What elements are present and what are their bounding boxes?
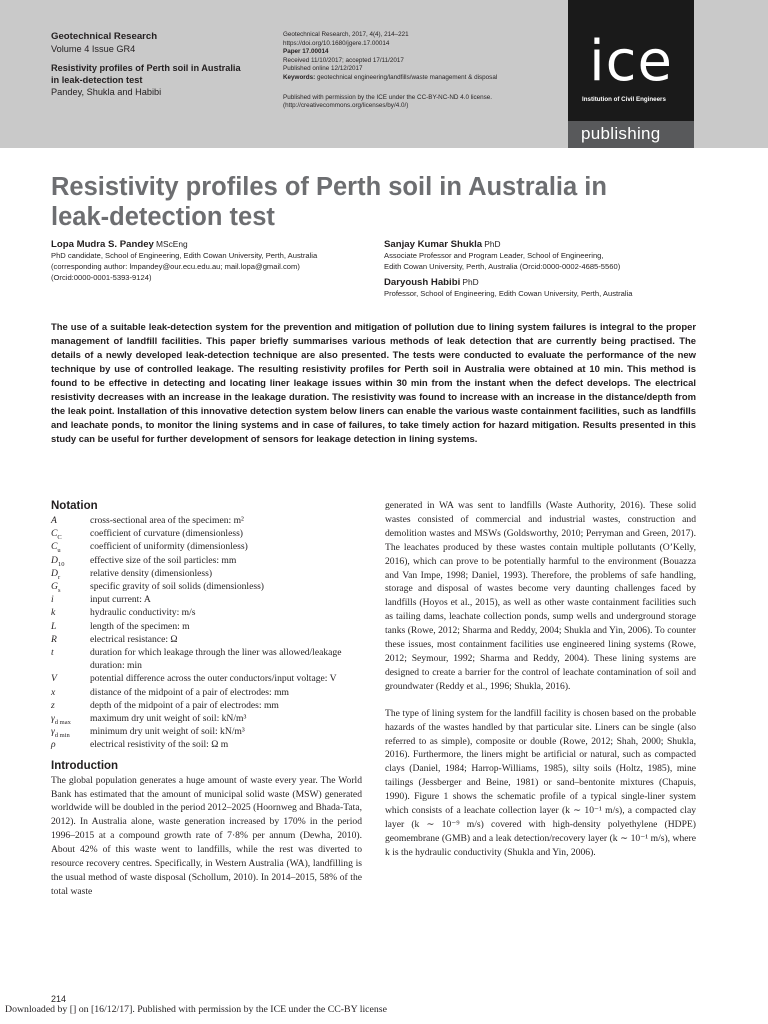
ice-logo-word: ice [589, 29, 673, 94]
notation-row [51, 672, 362, 685]
notation-symbol: $C_C$ [51, 528, 62, 542]
notation-row [51, 567, 362, 580]
author-block-habibi [384, 276, 714, 300]
author-affiliation: Professor, School of Engineering, Edith Cowan University, Perth, Australia [384, 289, 633, 298]
notation-definition: electrical resistance: Ω [90, 633, 178, 645]
right-column [385, 499, 696, 860]
short-authors: Pandey, Shukla and Habibi [51, 87, 162, 97]
notation-definition: effective size of the soil particles: mm [90, 554, 237, 566]
notation-row [51, 527, 362, 540]
author-block-pandey [51, 238, 361, 283]
notation-row [51, 738, 362, 751]
article-title-line-1: Resistivity profiles of Perth soil in Australia in [51, 173, 607, 201]
keywords-text: geotechnical engineering/landfills/waste management & disposal [316, 73, 498, 81]
keywords-label: Keywords: [283, 73, 316, 81]
notation-row [51, 712, 362, 725]
ice-logo-subtitle: Institution of Civil Engineers [582, 96, 666, 103]
notation-symbol: L [51, 620, 57, 632]
keywords [283, 74, 568, 83]
notation-definition: minimum dry unit weight of soil: kN/m³ [90, 726, 245, 738]
author-block-shukla [384, 238, 714, 273]
publication-details [283, 31, 568, 111]
notation-row [51, 580, 362, 593]
author-degree: MScEng [156, 239, 188, 249]
notation-definition: coefficient of uniformity (dimensionless) [90, 541, 248, 553]
body-paragraph: The type of lining system for the landfill facility is chosen based on the probable hazards of the wastes handled by that particular site. Liners can be single (also referred to as simple), composite or double (Rowe, 2012; Shah, 2000; Shukla, 2016). Furthermore, the liners might be artificial or natural, such as compacted clays (Daniel, 1984; Harrop-Williams, 1985), silty soils (Holtz, 1985), mine tailings (Jessberger and Beine, 1981) or sand–bentonite mixtures (Chapuis, 1990). Figure 1 shows the schematic profile of a typical single-liner system which consists of a leachate collection layer (k ∼ 10⁻¹ m/s), a compacted clay layer (k ∼ 10⁻⁹ m/s) covered with high-density polyethylene (HDPE) geomembrane (GMB) and a leak detection/recovery layer (k ∼ 10⁻¹ m/s), where k is the hydraulic conductivity (Shukla and Yin, 2006). [385, 707, 696, 858]
notation-definition: potential difference across the outer conductors/input voltage: V [90, 673, 337, 685]
author-orcid: Edith Cowan University, Perth, Australia (Orcid:0000-0002-4685-5560) [384, 261, 621, 271]
left-column [51, 499, 362, 899]
doi-link[interactable]: https://doi.org/10.1680/jgere.17.00014 [283, 39, 390, 47]
notation-definition: electrical resistivity of the soil: Ω m [90, 739, 229, 751]
notation-heading: Notation [51, 500, 98, 512]
notation-row [51, 593, 362, 606]
download-footer: Downloaded by [] on [16/12/17]. Published with permission by the ICE under the CC-BY license [5, 1004, 387, 1015]
notation-symbol: $C_u$ [51, 541, 61, 555]
notation-definition: cross-sectional area of the specimen: m² [90, 515, 244, 526]
author-affiliation: Associate Professor and Program Leader, School of Engineering, [384, 251, 604, 260]
notation-row [51, 699, 362, 712]
received-date: Received 11/10/2017; accepted 17/11/2017 [283, 56, 404, 64]
license-line-1: Published with permission by the ICE under the CC-BY-NC-ND 4.0 license. [283, 93, 493, 101]
notation-row [51, 725, 362, 738]
notation-symbol: $\gamma_{d min}$ [51, 726, 70, 740]
author-degree: PhD [462, 277, 479, 287]
volume-issue: Volume 4 Issue GR4 [51, 44, 136, 54]
article-title-line-2: leak-detection test [51, 203, 275, 231]
notation-symbol: t [51, 647, 54, 659]
notation-symbol: $\gamma_{d max}$ [51, 713, 71, 726]
notation-symbol: x [51, 686, 56, 698]
notation-row [51, 646, 362, 672]
author-affiliation: PhD candidate, School of Engineering, Edith Cowan University, Perth, Australia [51, 251, 318, 260]
notation-row [51, 606, 362, 619]
notation-definition: specific gravity of soil solids (dimensionless) [90, 581, 264, 593]
author-contact: (corresponding author: lmpandey@our.ecu.edu.au; mail.lopa@gmail.com) [51, 261, 300, 271]
introduction-paragraph: The global population generates a huge amount of waste every year. The World Bank has estimated that the amount of municipal solid waste (MSW) generated worldwide will be doubled in the period 2012–2025 (Hoornweg and Bhada-Tata, 2012). In Australia alone, waste generation increased by 170% in the period 1996–2015 at a compound growth rate of 7·8% per annum (Dewha, 2010). About 42% of this waste went to landfills, while the rest was diverted to resource recovery centres. Specifically, in Western Australia (WA), landfilling is the usual method of waste disposal (Schollum, 2010). In 2014–2015, 58% of the total waste [51, 774, 362, 897]
notation-symbol: z [51, 699, 55, 711]
notation-definition: duration for which leakage through the liner was allowed/leakage duration: min [90, 647, 342, 672]
notation-definition: length of the specimen: m [90, 620, 190, 632]
notation-definition: hydraulic conductivity: m/s [90, 607, 196, 619]
notation-definition: depth of the midpoint of a pair of electrodes: mm [90, 699, 279, 711]
notation-symbol: V [51, 673, 57, 685]
notation-definition: coefficient of curvature (dimensionless) [90, 528, 243, 540]
author-orcid: (Orcid:0000-0001-5393-9124) [51, 272, 152, 282]
abstract: The use of a suitable leak-detection system for the prevention and mitigation of pollution due to lining system failures is integral to the proper management of landfill facilities. This paper briefly summarises various methods of leak detection that are currently being practised. The details of a newly developed leak-detection technique are also presented. The tests were conducted to evaluate the performance of the new technique by use of controlled leakage. The resulting resistivity profiles for Perth soil in Australia were obtained at 10 min. This method is found to be effective in detecting and locating liner leakage issues within 30 min from the instant when the defect develops. The electrical resistivity decreases with an increase in the leakage duration. The resistivity was found to increase with an increase in the distance/depth from the leak point. Installation of this innovative detection system below liners can enable the various waste containment facilities, such as landfills and leachate ponds, to monitor the lining systems and in case of failures, to take timely action for hazard mitigation. Results presented in this study can be useful for further development of sensors for leakage detection in lining systems. [51, 322, 696, 445]
paper-number: Paper 17.00014 [283, 48, 329, 56]
introduction-heading: Introduction [51, 759, 119, 772]
page-number: 214 [51, 994, 67, 1004]
notation-symbol: R [51, 633, 57, 645]
journal-info [51, 31, 281, 98]
notation-symbol: i [51, 594, 54, 606]
notation-symbol: A [51, 515, 57, 526]
notation-definition: relative density (dimensionless) [90, 567, 213, 579]
notation-symbol: $G_s$ [51, 581, 61, 594]
notation-symbol: $D_r$ [51, 567, 61, 581]
notation-symbol: k [51, 607, 56, 619]
author-degree: PhD [484, 239, 501, 249]
notation-symbol: $D_{10}$ [51, 554, 65, 568]
notation-definition: input current: A [90, 594, 151, 606]
author-name: Sanjay Kumar Shukla [384, 239, 483, 250]
short-title-line-1: Resistivity profiles of Perth soil in Australia [51, 63, 241, 73]
author-name: Daryoush Habibi [384, 277, 461, 288]
notation-symbol: ρ [51, 739, 56, 751]
notation-row [51, 633, 362, 646]
citation: Geotechnical Research, 2017, 4(4), 214–221 [283, 31, 409, 38]
article-title [51, 172, 741, 232]
published-date: Published online 12/12/2017 [283, 65, 363, 73]
notation-row [51, 514, 362, 527]
author-name: Lopa Mudra S. Pandey [51, 239, 154, 250]
license-line-2[interactable]: (http://creativecommons.org/licenses/by/4.0/) [283, 102, 409, 110]
notation-row [51, 686, 362, 699]
notation-definition: distance of the midpoint of a pair of electrodes: mm [90, 686, 290, 698]
notation-row [51, 554, 362, 567]
journal-header-band [0, 0, 768, 148]
ice-publishing-logo [568, 0, 694, 148]
notation-definition: maximum dry unit weight of soil: kN/m³ [90, 713, 247, 725]
body-paragraph: generated in WA was sent to landfills (Waste Authority, 2016). These solid wastes consisted of commercial and industrial wastes, construction and demolition wastes and MSWs (Goldsworthy, 2010; Perryman and Green, 2017). The leachates produced by these wastes contain multiple pollutants (O’Kelly, 2016), which can prove to be potentially harmful to the environment (Bouazza and Van Impe, 1998; Daniel, 1993). Therefore, the problems of safe handling, storage and disposal of wastes become very daunting challenges faced by landfills (Hoyos et al., 2015), as well as other waste containment facilities such as tailing dams, leachate collection ponds, sump wells and underground storage tanks (Rowe, 2012; Sharma and Reddy, 2004; Shukla and Yin, 2006). To counter these issues, most containment facilities use engineered lining systems (Rowe, 2012; Seymour, 1992; Sharma and Reddy, 2004). These lining systems are designed to create a barrier for the control of leachate contamination of soil and groundwater (Reddy et al., 1996; Shukla, 2016). [385, 500, 696, 692]
journal-name: Geotechnical Research [51, 31, 158, 42]
short-title-line-2: in leak-detection test [51, 75, 143, 85]
publishing-label: publishing [581, 124, 661, 143]
notation-row [51, 620, 362, 633]
notation-list [51, 514, 362, 752]
notation-row [51, 540, 362, 553]
